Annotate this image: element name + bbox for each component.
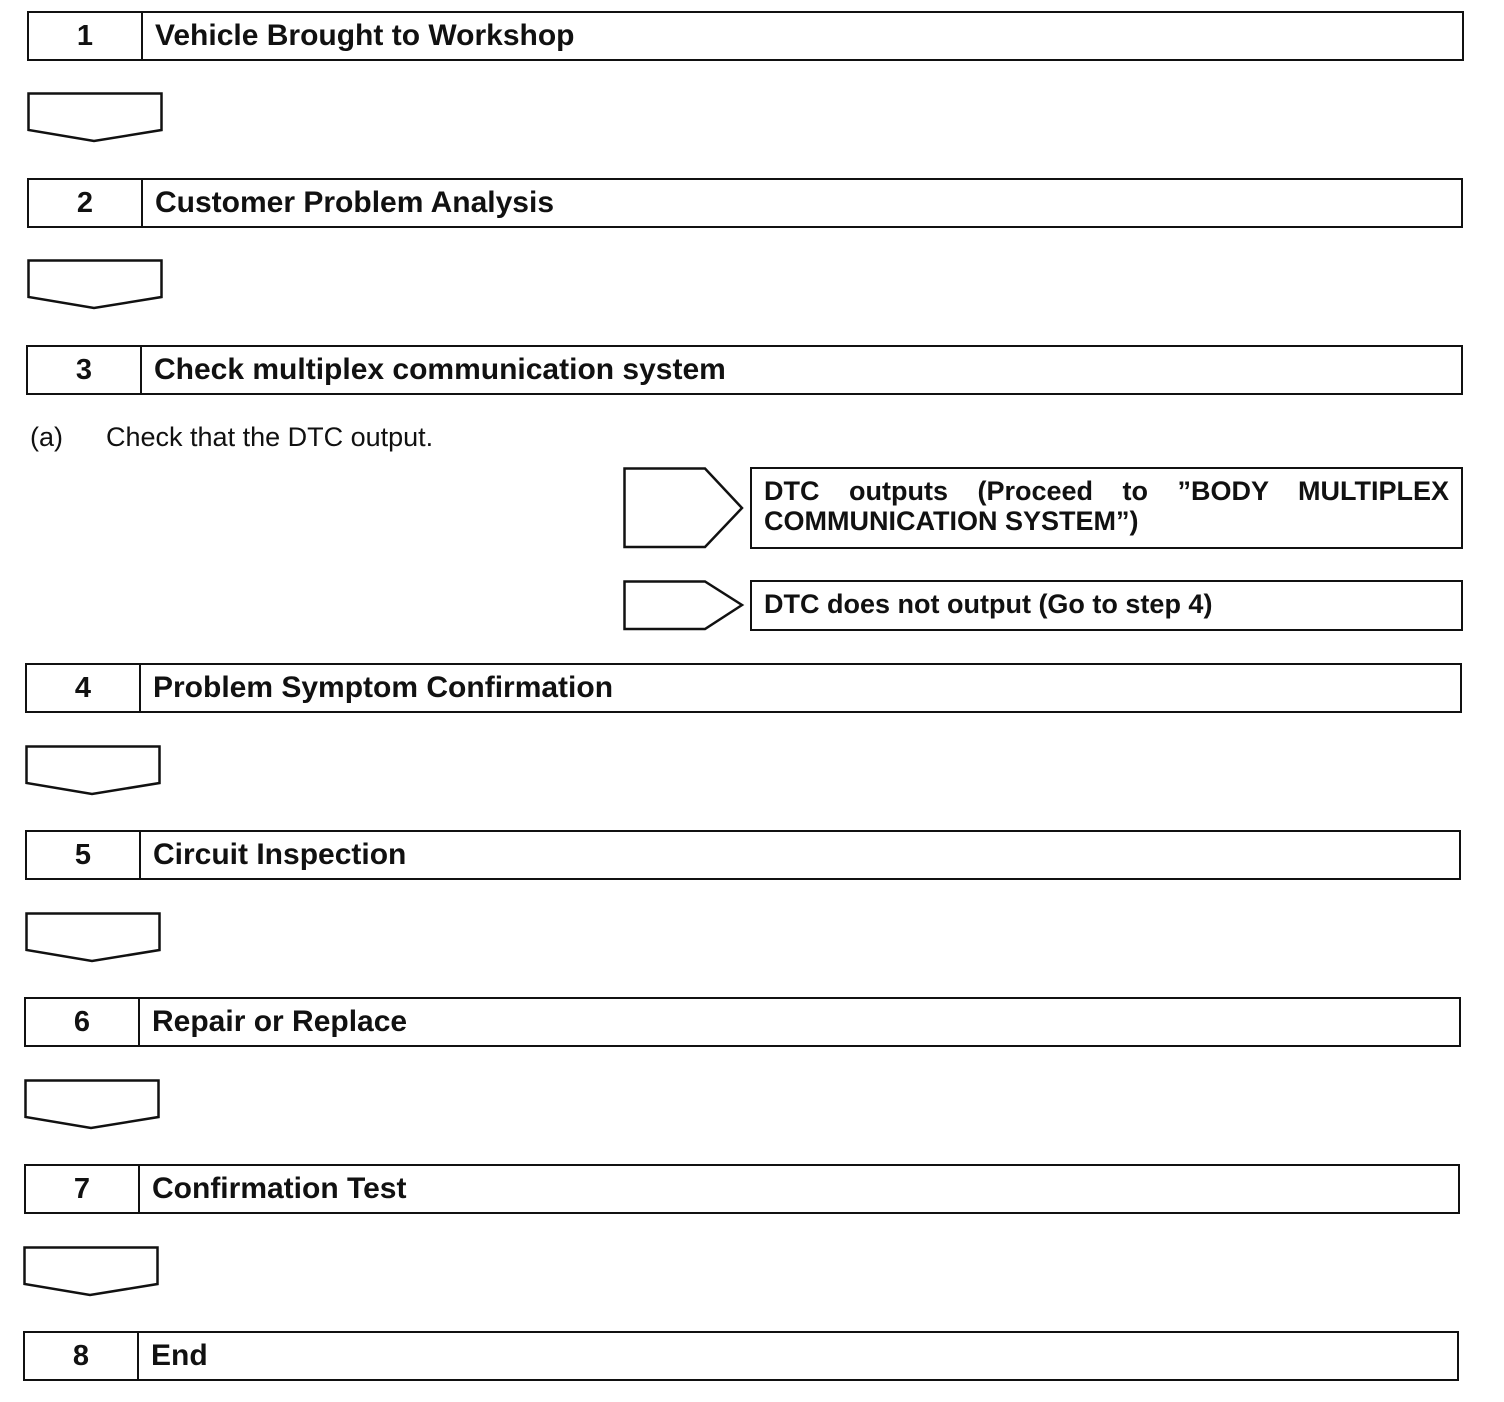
step-7-box bbox=[24, 1164, 1460, 1214]
step-title: Problem Symptom Confirmation bbox=[153, 671, 614, 704]
step-number: 2 bbox=[29, 180, 143, 226]
step-number: 7 bbox=[26, 1166, 140, 1212]
right-arrow-icon bbox=[623, 467, 745, 551]
step-title: Customer Problem Analysis bbox=[155, 186, 555, 219]
step-number: 6 bbox=[26, 999, 140, 1045]
step-2-box bbox=[27, 178, 1463, 228]
step-title: Circuit Inspection bbox=[153, 838, 407, 871]
step-number: 8 bbox=[25, 1333, 139, 1379]
step-title: Repair or Replace bbox=[152, 1005, 408, 1038]
step-number: 5 bbox=[27, 832, 141, 878]
check-label: (a) bbox=[30, 422, 63, 452]
step-number: 3 bbox=[28, 347, 142, 393]
step-1-box bbox=[27, 11, 1464, 61]
step-6-box bbox=[24, 997, 1461, 1047]
step-3-box bbox=[26, 345, 1463, 395]
down-arrow-icon bbox=[27, 259, 165, 311]
check-instruction bbox=[30, 422, 433, 453]
step-5-box bbox=[25, 830, 1461, 880]
result-dtc-outputs bbox=[750, 467, 1463, 549]
result-text: DTC outputs (Proceed to ”BODY MULTIPLEX COMMUNICATION SYSTEM”) bbox=[764, 476, 1449, 536]
result-dtc-no-output bbox=[750, 580, 1463, 631]
step-8-box bbox=[23, 1331, 1459, 1381]
right-arrow-icon bbox=[623, 580, 745, 632]
down-arrow-icon bbox=[23, 1246, 161, 1298]
step-4-box bbox=[25, 663, 1462, 713]
step-number: 4 bbox=[27, 665, 141, 711]
step-title: Vehicle Brought to Workshop bbox=[155, 19, 575, 52]
step-number: 1 bbox=[29, 13, 143, 59]
result-text: DTC does not output (Go to step 4) bbox=[764, 589, 1213, 619]
down-arrow-icon bbox=[24, 1079, 162, 1131]
check-text: Check that the DTC output. bbox=[106, 422, 434, 452]
step-title: Check multiplex communication system bbox=[154, 353, 726, 386]
down-arrow-icon bbox=[25, 912, 163, 964]
step-title: End bbox=[151, 1339, 208, 1372]
step-title: Confirmation Test bbox=[152, 1172, 407, 1205]
down-arrow-icon bbox=[27, 92, 165, 144]
down-arrow-icon bbox=[25, 745, 163, 797]
